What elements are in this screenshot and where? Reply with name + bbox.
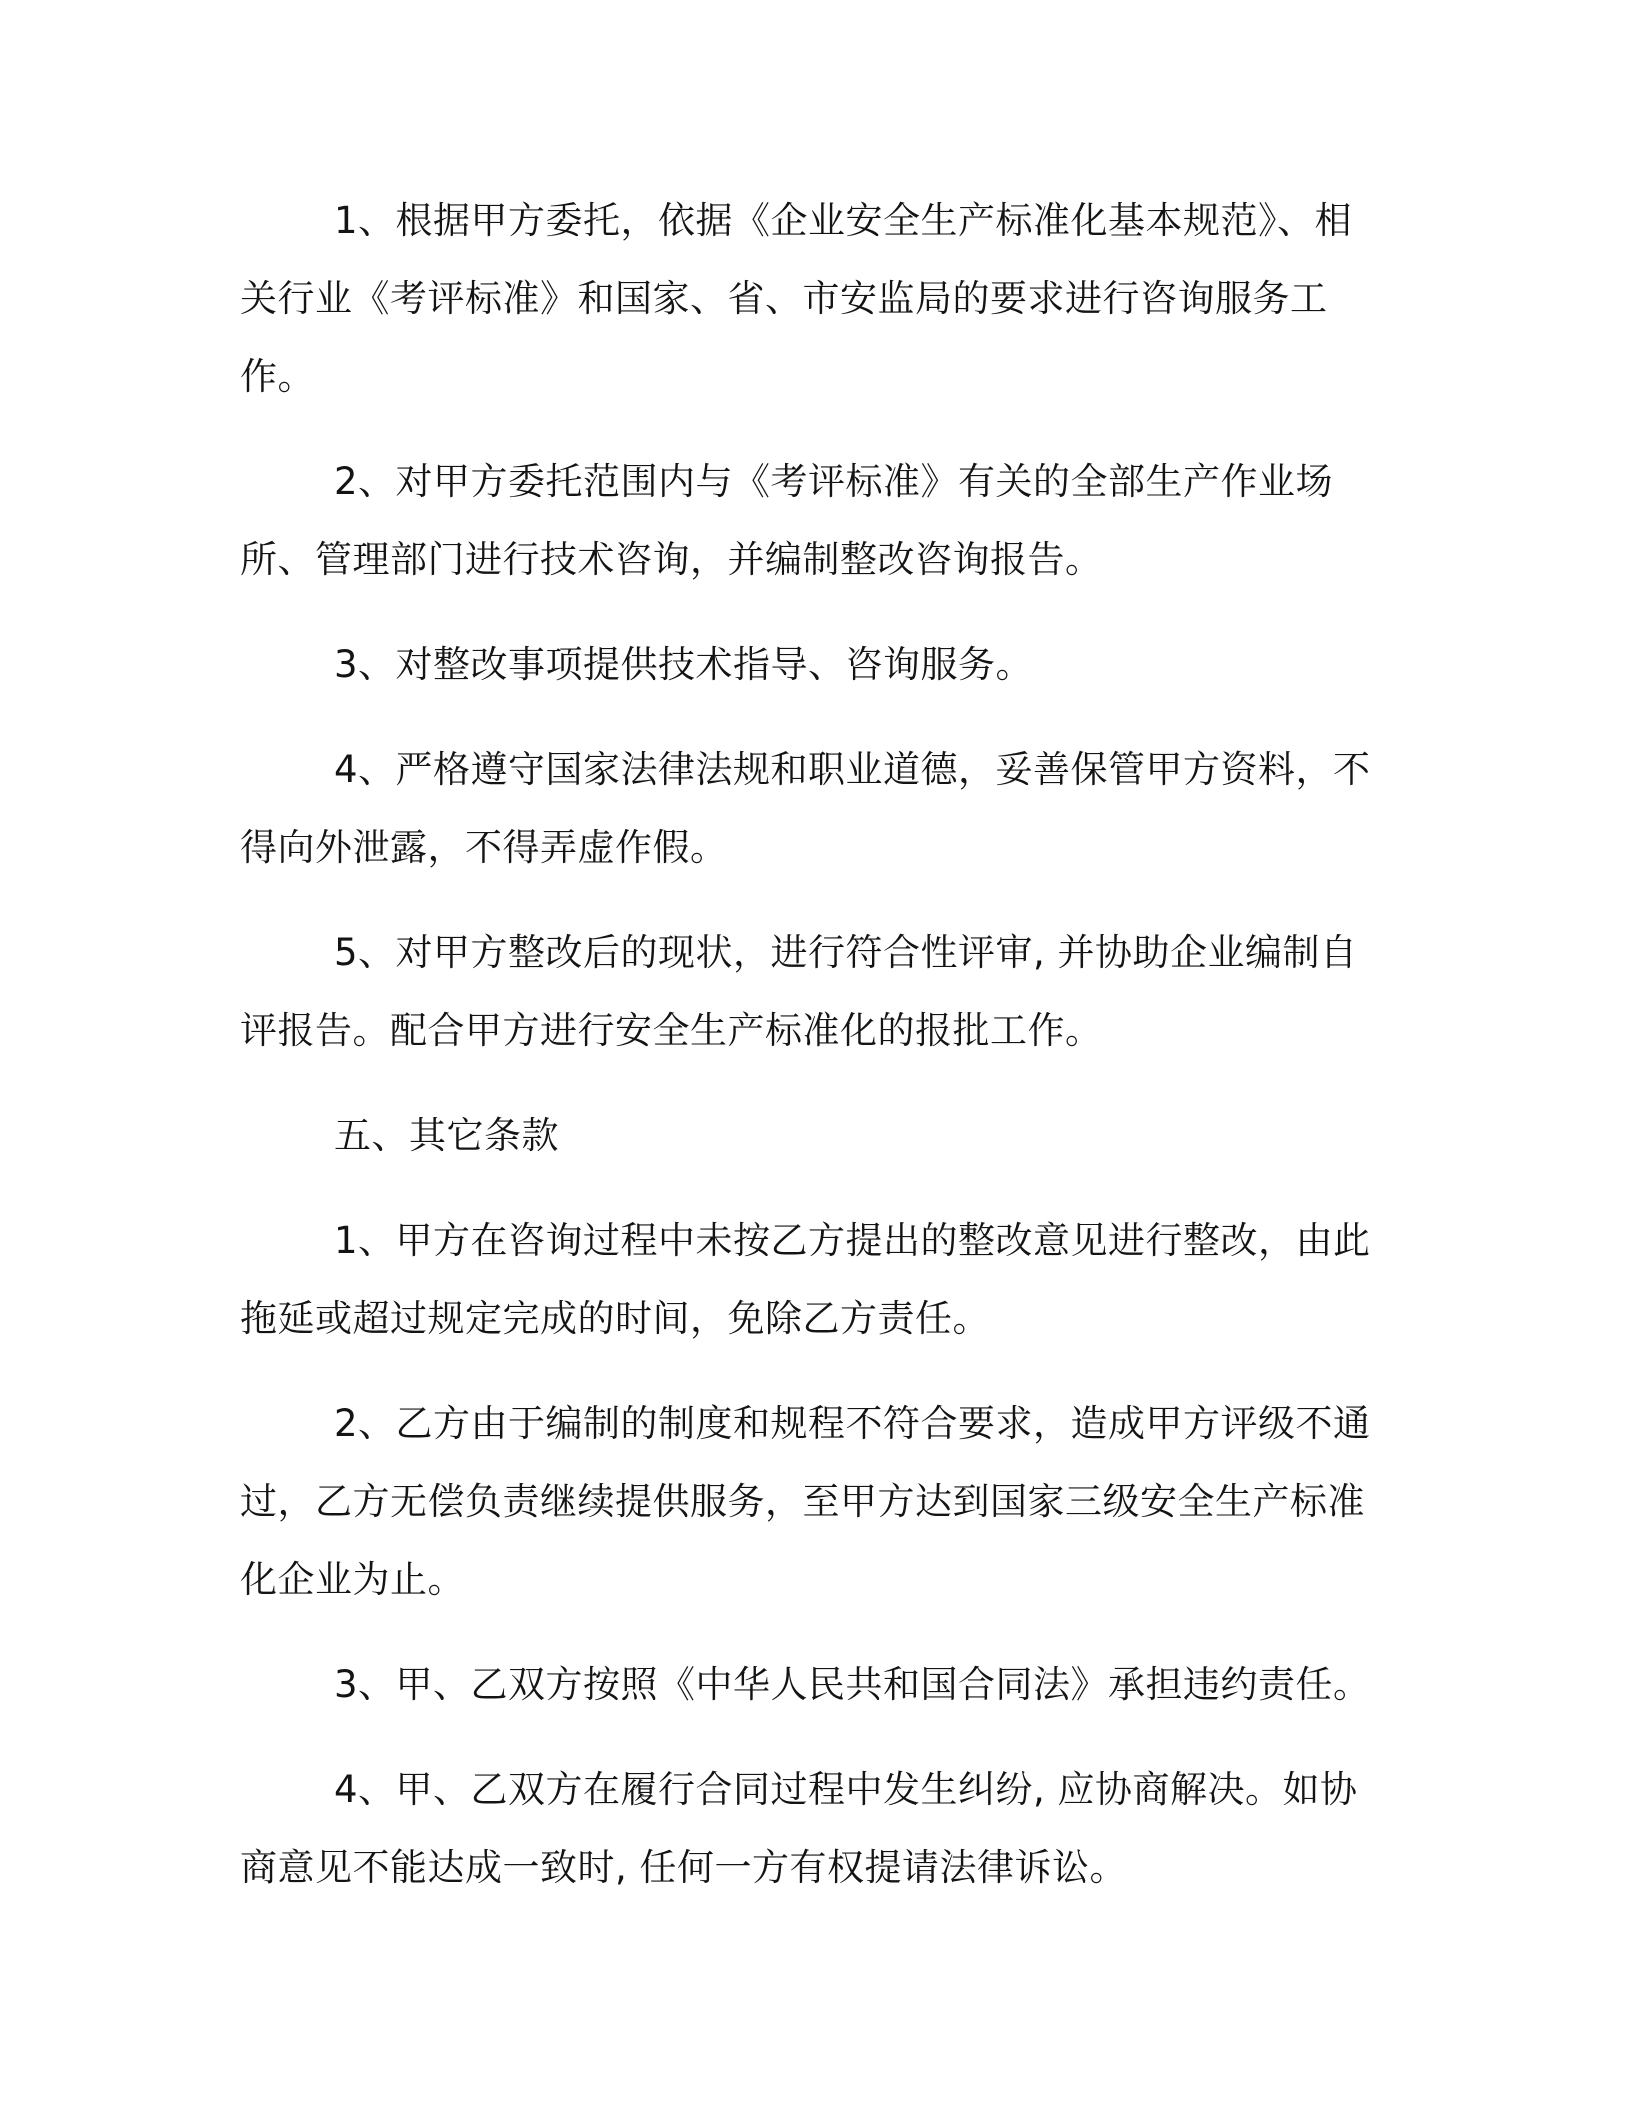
section-heading: 五、其它条款 (334, 1114, 559, 1157)
clause-paragraph: 1、甲方在咨询过程中未按乙方提出的整改意见进行整改，由此拖延或超过规定完成的时间，免除乙方责任。 (240, 1219, 1371, 1340)
clause-paragraph: 3、对整改事项提供技术指导、咨询服务。 (334, 643, 1034, 686)
clause-paragraph: 2、对甲方委托范围内与《考评标准》有关的全部生产作业场所、管理部门进行技术咨询，并编制整改咨询报告。 (240, 460, 1334, 581)
clause-paragraph: 5、对甲方整改后的现状，进行符合性评审, 并协助企业编制自评报告。配合甲方进行安全生产标准化的报批工作。 (240, 931, 1358, 1052)
clause-paragraph: 4、甲、乙双方在履行合同过程中发生纠纷, 应协商解决。如协商意见不能达成一致时, 任何一方有权提请法律诉讼。 (240, 1768, 1358, 1889)
document-body (240, 182, 1380, 1934)
clause-paragraph: 4、严格遵守国家法律法规和职业道德，妥善保管甲方资料，不得向外泄露，不得弄虚作假。 (240, 748, 1371, 869)
clause-paragraph: 2、乙方由于编制的制度和规程不符合要求，造成甲方评级不通过，乙方无偿负责继续提供服务，至甲方达到国家三级安全生产标准化企业为止。 (240, 1402, 1371, 1601)
clause-paragraph: 1、根据甲方委托，依据《企业安全生产标准化基本规范》、相关行业《考评标准》和国家、省、市安监局的要求进行咨询服务工作。 (240, 199, 1353, 398)
clause-paragraph: 3、甲、乙双方按照《中华人民共和国合同法》承担违约责任。 (334, 1663, 1371, 1706)
